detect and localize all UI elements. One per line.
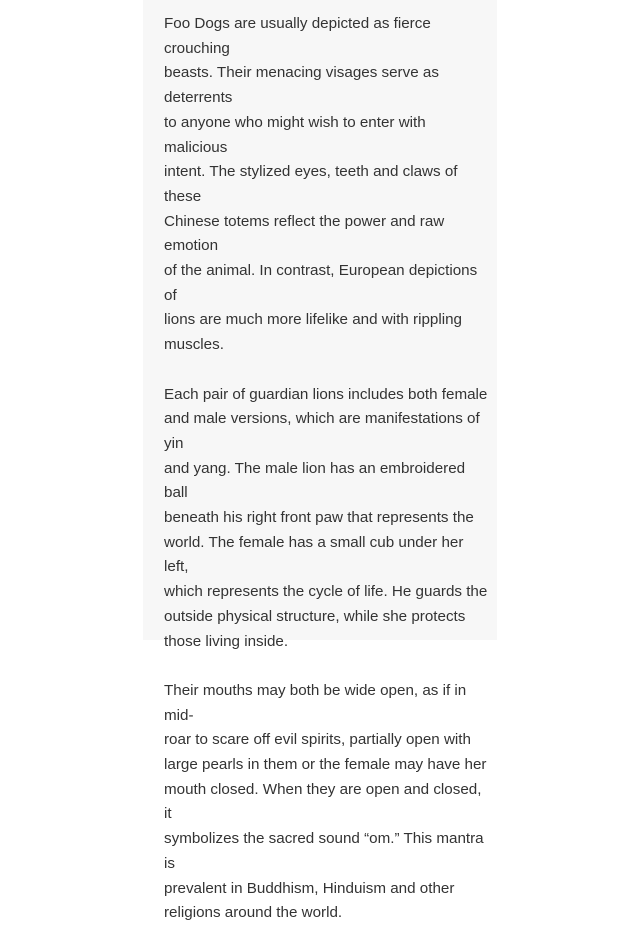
article-body [164,12,490,951]
paragraph-mouths-meaning: Their mouths may both be wide open, as if in mid- roar to scare off evil spirits, partially open with large pearls in them or the female may have her mouth closed. When they are open and closed, it symbolizes the sacred sound “om.” This mantra is prevalent in Buddhism, Hinduism and other religions around the world. [164,681,487,922]
paragraph-foo-dogs-depiction: Foo Dogs are usually depicted as fierce crouching beasts. Their menacing visages serve as deterrents to anyone who might wish to enter with malicious intent. The stylized eyes, teeth and claws of these Chinese totems reflect the power and raw emotion of the animal. In contrast, European depictions of lions are much more lifelike and with rippling muscles. [164,15,478,354]
paragraph-guardian-lions-pair: Each pair of guardian lions includes both female and male versions, which are manifestations of yin and yang. The male lion has an embroidered ball beneath his right front paw that represents the world. The female has a small cub under her left, which represents the cycle of life. He guards the outside physical structure, while she protects those living inside. [164,385,488,650]
